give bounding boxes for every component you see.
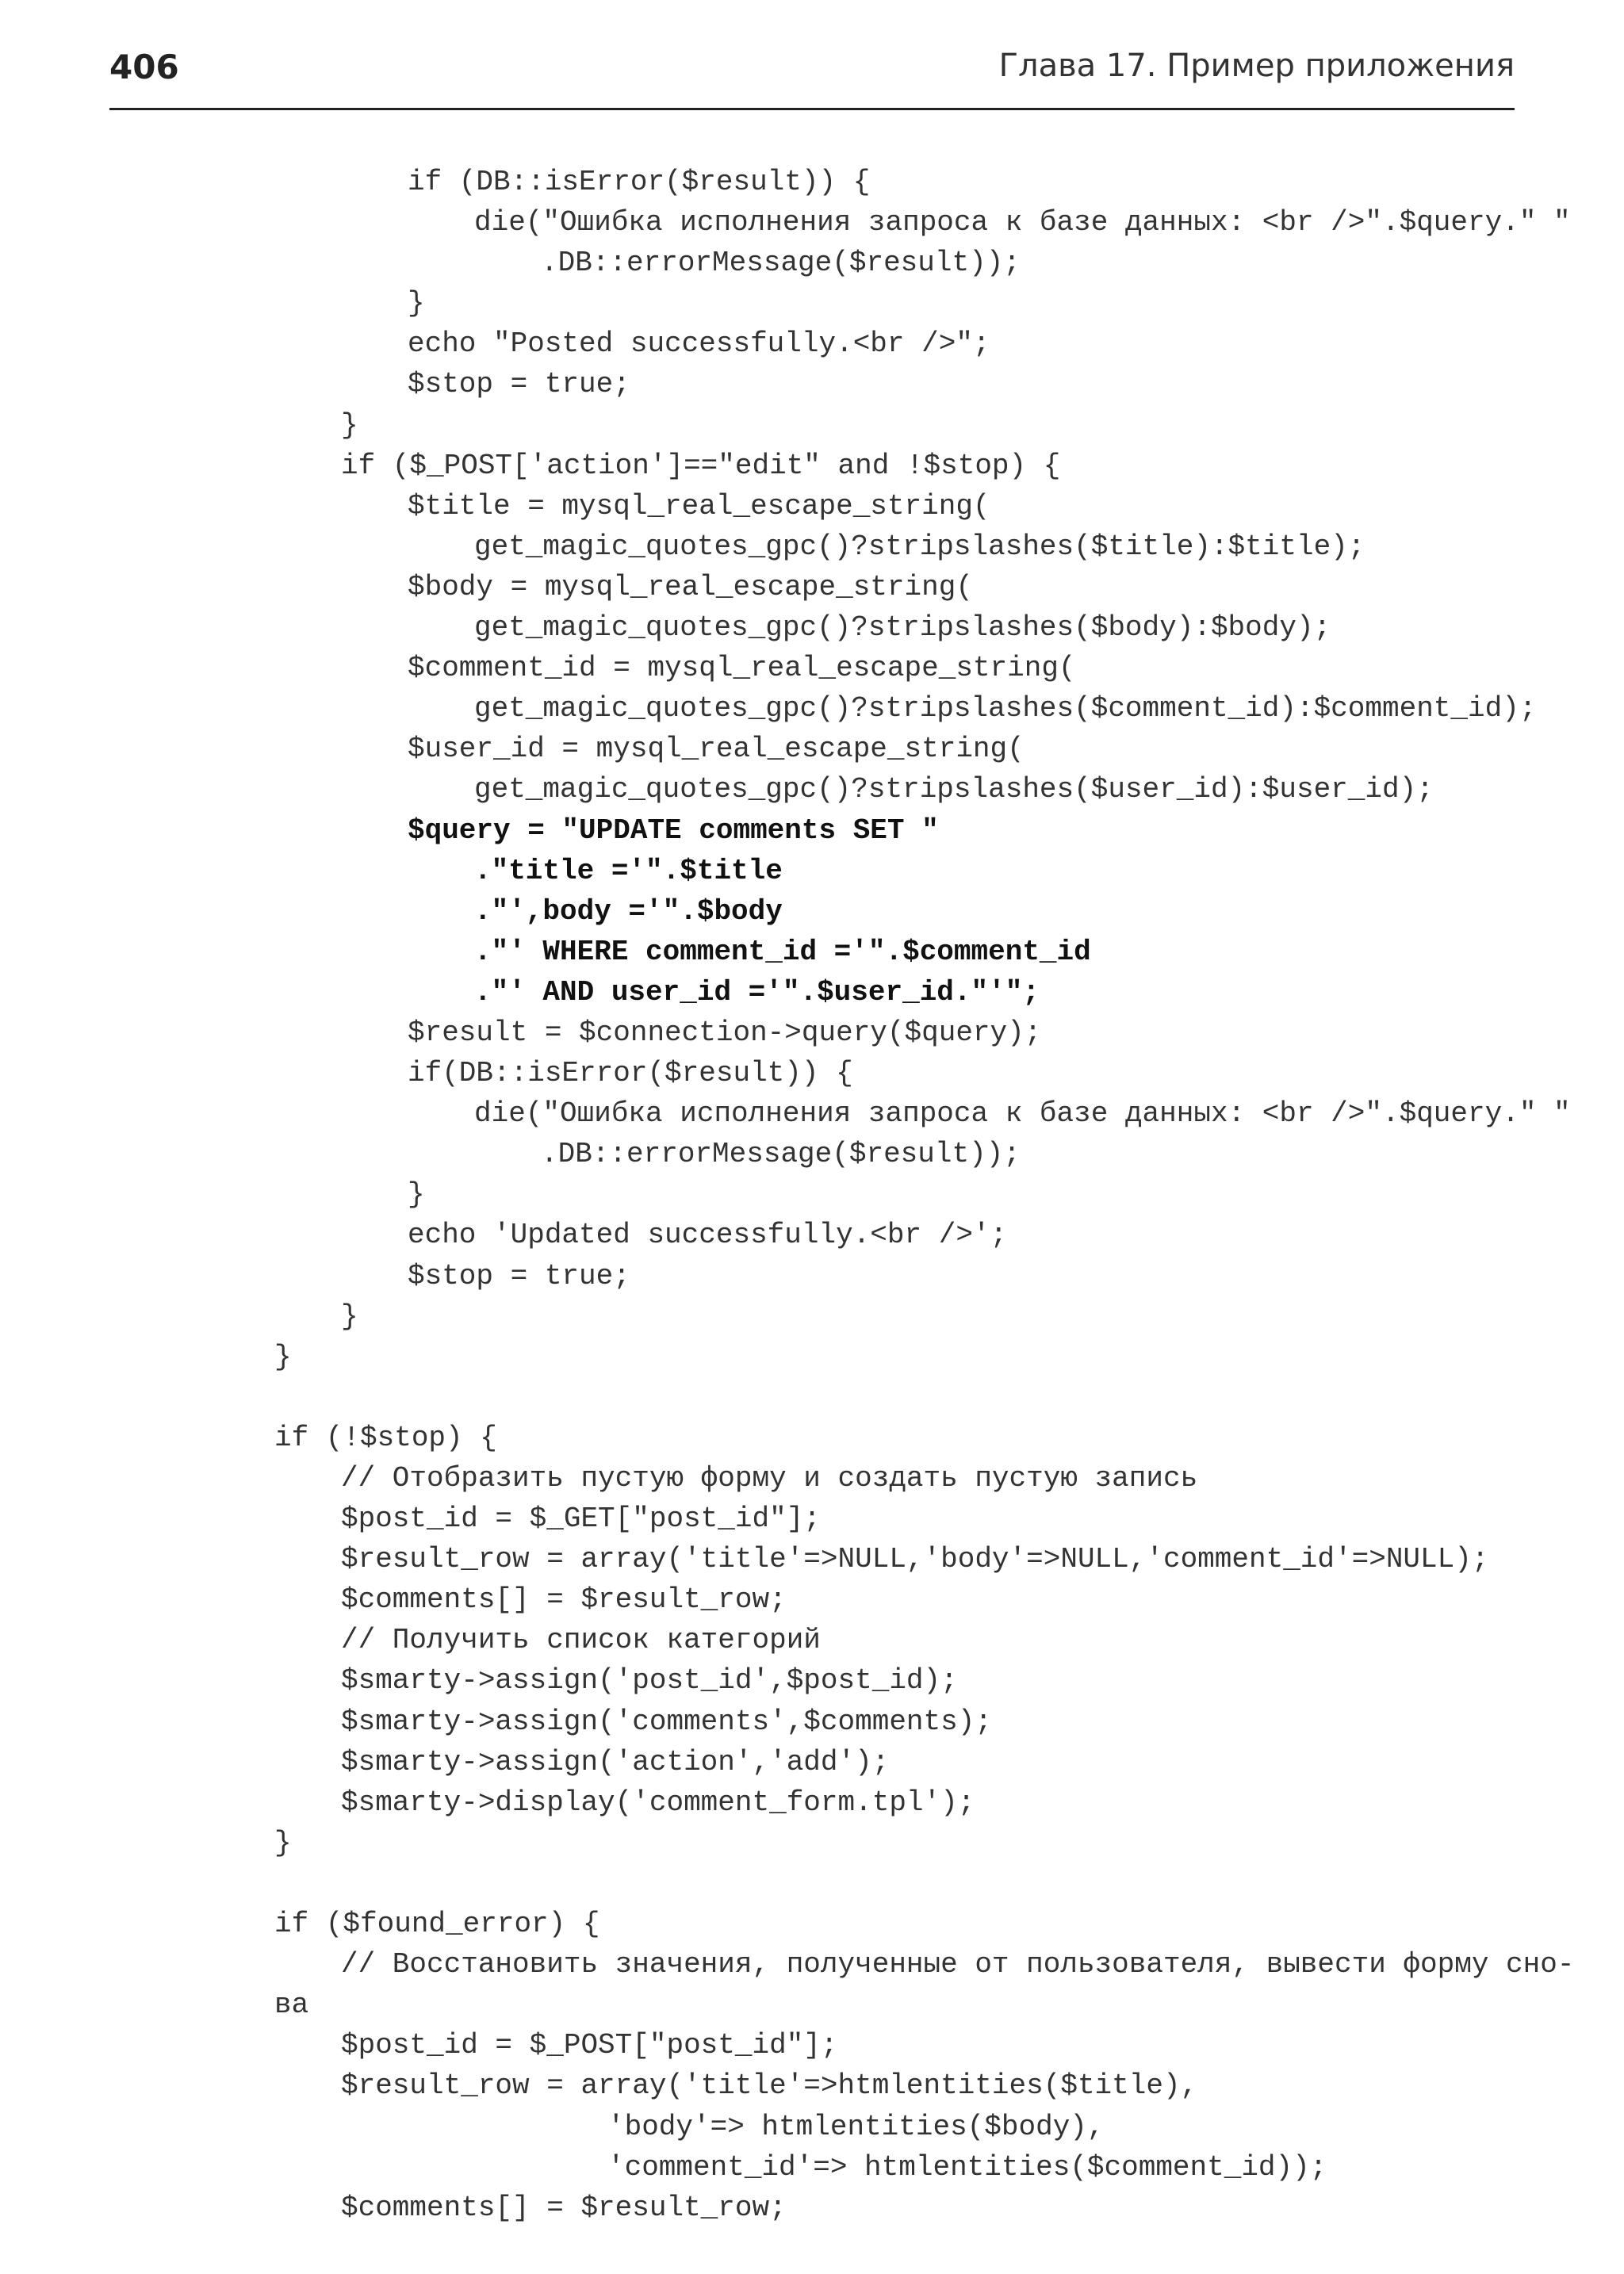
code-line: $comments[] = $result_row; bbox=[341, 2191, 787, 2224]
code-line: 'body'=> htmlentities($body), bbox=[607, 2110, 1105, 2143]
page-number: 406 bbox=[109, 48, 179, 86]
code-line: $smarty->assign('post_id',$post_id); bbox=[341, 1664, 958, 1698]
code-line: $user_id = mysql_real_escape_string( bbox=[408, 733, 1025, 766]
code-line: $query = "UPDATE comments SET " bbox=[408, 814, 939, 847]
code-line: echo 'Updated successfully.<br />'; bbox=[408, 1219, 1008, 1252]
code-line: $smarty->assign('action','add'); bbox=[341, 1745, 890, 1778]
code-line: .DB::errorMessage($result)); bbox=[541, 247, 1021, 280]
code-line: ва bbox=[274, 1989, 309, 2022]
code-line: // Отобразить пустую форму и создать пустую запись bbox=[341, 1462, 1198, 1495]
code-line: $result_row = array('title'=>htmlentities($title), bbox=[341, 2069, 1198, 2103]
code-line: echo "Posted successfully.<br />"; bbox=[408, 327, 990, 361]
code-line: // Получить список категорий bbox=[341, 1624, 821, 1657]
code-line: } bbox=[341, 1300, 358, 1333]
code-line: ."' AND user_id ='".$user_id."'"; bbox=[474, 975, 1040, 1009]
code-line: $title = mysql_real_escape_string( bbox=[408, 489, 990, 523]
code-line: if(DB::isError($result)) { bbox=[408, 1057, 853, 1090]
code-line: } bbox=[408, 287, 425, 320]
code-line: $comments[] = $result_row; bbox=[341, 1583, 787, 1617]
code-listing bbox=[274, 162, 1575, 2228]
code-line: $result = $connection->query($query); bbox=[408, 1016, 1042, 1049]
code-line: $post_id = $_POST["post_id"]; bbox=[341, 2029, 838, 2062]
code-line: ."' WHERE comment_id ='".$comment_id bbox=[474, 935, 1091, 968]
code-line: if ($found_error) { bbox=[274, 1908, 600, 1941]
code-line: get_magic_quotes_gpc()?stripslashes($body):$body); bbox=[474, 611, 1331, 645]
code-line: $body = mysql_real_escape_string( bbox=[408, 570, 973, 603]
code-line: $comment_id = mysql_real_escape_string( bbox=[408, 652, 1076, 685]
chapter-title: Глава 17. Пример приложения bbox=[998, 48, 1515, 84]
code-line: } bbox=[341, 408, 358, 442]
code-line: $result_row = array('title'=>NULL,'body'=>NULL,'comment_id'=>NULL); bbox=[341, 1543, 1489, 1576]
code-line: 'comment_id'=> htmlentities($comment_id)); bbox=[607, 2150, 1327, 2184]
page-header bbox=[109, 41, 1515, 110]
code-line: $smarty->assign('comments',$comments); bbox=[341, 1705, 992, 1738]
code-line: } bbox=[274, 1340, 292, 1373]
code-blank-line bbox=[274, 1377, 1527, 1418]
code-line: ."',body ='".$body bbox=[474, 894, 783, 928]
code-line: $stop = true; bbox=[408, 368, 630, 401]
code-line: $stop = true; bbox=[408, 1259, 630, 1292]
code-line: get_magic_quotes_gpc()?stripslashes($user_id):$user_id); bbox=[474, 773, 1434, 806]
code-line: if (!$stop) { bbox=[274, 1421, 497, 1454]
code-line: get_magic_quotes_gpc()?stripslashes($comment_id):$comment_id); bbox=[474, 692, 1537, 725]
code-line: } bbox=[408, 1178, 425, 1212]
code-line: ."title ='".$title bbox=[474, 854, 783, 887]
code-line: $smarty->display('comment_form.tpl'); bbox=[341, 1786, 975, 1819]
code-line: if (DB::isError($result)) { bbox=[408, 166, 871, 198]
code-blank-line bbox=[274, 1863, 1527, 1904]
code-line: // Восстановить значения, полученные от пользователя, вывести форму сно- bbox=[341, 1948, 1575, 1981]
code-line: if ($_POST['action']=="edit" and !$stop) { bbox=[341, 449, 1061, 482]
code-line: .DB::errorMessage($result)); bbox=[541, 1138, 1021, 1171]
code-line: die("Ошибка исполнения запроса к базе данных: <br />".$query." " bbox=[474, 206, 1571, 239]
code-line: get_magic_quotes_gpc()?stripslashes($title):$title); bbox=[474, 530, 1365, 563]
code-line: } bbox=[274, 1826, 292, 1859]
code-line: die("Ошибка исполнения запроса к базе данных: <br />".$query." " bbox=[474, 1097, 1571, 1131]
code-line: $post_id = $_GET["post_id"]; bbox=[341, 1503, 821, 1536]
